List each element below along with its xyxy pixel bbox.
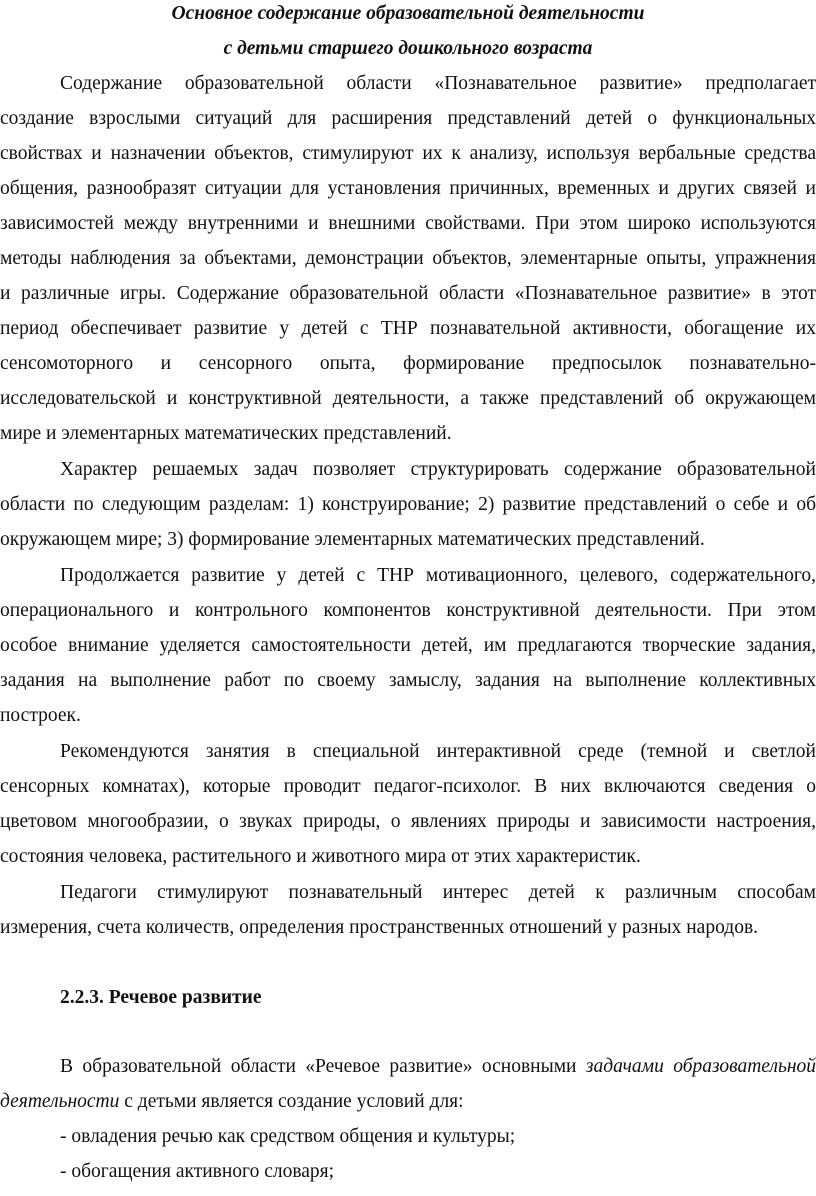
paragraph-line: измерения, счета количеств, определения пространственных отношений у разных народов. [0, 917, 759, 938]
section-intro-line-2 [0, 1090, 816, 1114]
paragraph-line: сенсомоторного и сенсорного опыта, формирование предпосылок познавательно- [0, 353, 816, 374]
paragraph-line: операционального и контрольного компонентов конструктивной деятельности. При этом [0, 600, 816, 621]
paragraph-line: Содержание образовательной области «Познавательное развитие» предполагает [60, 73, 816, 94]
paragraph-line: период обеспечивает развитие у детей с ТНР познавательной активности, обогащение их [0, 318, 816, 339]
list-item: - овладения речью как средством общения и культуры; [60, 1126, 516, 1147]
paragraph-line: свойствах и назначении объектов, стимулируют их к анализу, используя вербальные средства [0, 143, 816, 164]
document-title-line-2: с детьми старшего дошкольного возраста [223, 38, 593, 59]
paragraph-line: сенсорных комнатах), которые проводит педагог-психолог. В них включаются сведения о [0, 776, 816, 797]
paragraph-line: Характер решаемых задач позволяет структурировать содержание образовательной [60, 459, 816, 480]
paragraph-line: и различные игры. Содержание образовательной области «Познавательное развитие» в этот [0, 283, 816, 304]
intro-italic-text: задачами образовательной [585, 1056, 816, 1077]
paragraph-line: области по следующим разделам: 1) конструирование; 2) развитие представлений о себе и об [0, 494, 816, 515]
paragraph-line: Продолжается развитие у детей с ТНР мотивационного, целевого, содержательного, [60, 565, 816, 586]
section-heading: 2.2.3. Речевое развитие [60, 987, 262, 1008]
paragraph-line: Педагоги стимулируют познавательный интерес детей к различным способам [60, 882, 816, 903]
paragraph-line: исследовательской и конструктивной деятельности, а также представлений об окружающем [0, 388, 816, 409]
paragraph-line: задания на выполнение работ по своему замыслу, задания на выполнение коллективных [0, 670, 816, 691]
paragraph-line: окружающем мире; 3) формирование элементарных математических представлений. [0, 529, 705, 550]
paragraph-line: состояния человека, растительного и животного мира от этих характеристик. [0, 846, 641, 867]
paragraph-line: особое внимание уделяется самостоятельности детей, им предлагаются творческие задания, [0, 635, 816, 656]
paragraph-line: методы наблюдения за объектами, демонстрации объектов, элементарные опыты, упражнения [0, 248, 816, 269]
document-title-line-1: Основное содержание образовательной деятельности [171, 3, 645, 24]
paragraph-line: зависимостей между внутренними и внешними свойствами. При этом широко используются [0, 213, 816, 234]
intro-italic-text: деятельности [0, 1091, 120, 1112]
intro-text: В образовательной области «Речевое развитие» основными [60, 1056, 586, 1077]
intro-text: с детьми является создание условий для: [119, 1091, 464, 1112]
section-intro-line-1 [0, 1055, 816, 1079]
paragraph-line: цветовом многообразии, о звуках природы, о явлениях природы и зависимости настроения, [0, 811, 816, 832]
paragraph-line: мире и элементарных математических представлений. [0, 423, 452, 444]
list-item: - обогащения активного словаря; [60, 1161, 335, 1182]
paragraph-line: Рекомендуются занятия в специальной интерактивной среде (темной и светлой [60, 741, 816, 762]
paragraph-line: общения, разнообразят ситуации для установления причинных, временных и других связей и [0, 178, 816, 199]
paragraph-line: построек. [0, 705, 81, 726]
paragraph-line: создание взрослыми ситуаций для расширения представлений детей о функциональных [0, 108, 816, 129]
